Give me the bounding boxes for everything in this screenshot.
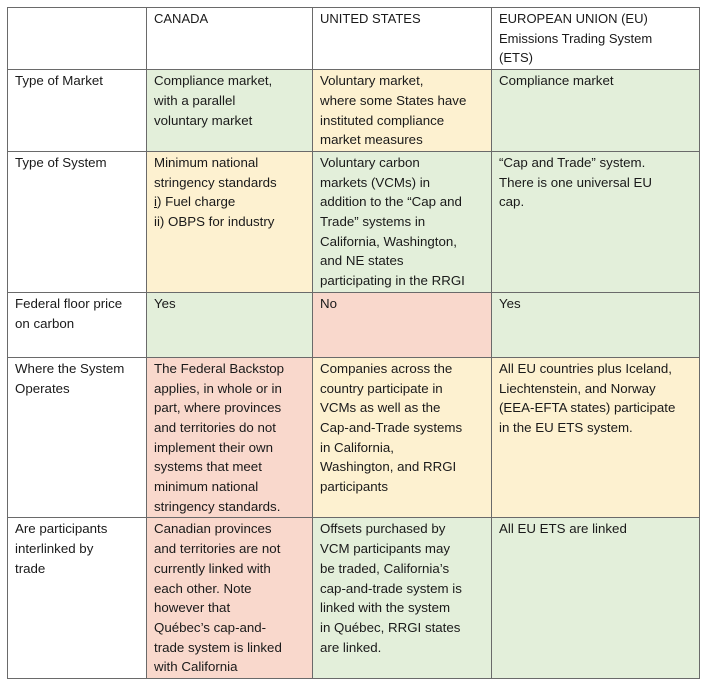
comparison-table bbox=[7, 7, 700, 679]
list-marker-i: i bbox=[154, 194, 157, 210]
row-label: Federal floor price on carbon bbox=[8, 292, 147, 357]
header-row bbox=[8, 8, 700, 70]
cell-united-states: Voluntary carbon markets (VCMs) in addition to the “Cap and Trade” systems in California, Washington, and NE states participating in the RRGI bbox=[313, 151, 492, 292]
header-european-union: EUROPEAN UNION (EU) Emissions Trading System (ETS) bbox=[492, 8, 700, 70]
table-row-interlinked-by-trade bbox=[8, 518, 700, 679]
canada-system-item-2: ii) OBPS for industry bbox=[154, 214, 275, 230]
cell-european-union: “Cap and Trade” system. There is one universal EU cap. bbox=[492, 151, 700, 292]
cell-united-states: No bbox=[313, 292, 492, 357]
cell-european-union: All EU countries plus Iceland, Liechtenstein, and Norway (EEA-EFTA states) participate in the EU ETS system. bbox=[492, 357, 700, 518]
canada-system-item-1: ) Fuel charge bbox=[156, 194, 236, 210]
row-label: Type of System bbox=[8, 151, 147, 292]
cell-united-states: Companies across the country participate in VCMs as well as the Cap-and-Trade systems in California, Washington, and RRGI participants bbox=[313, 357, 492, 518]
table-row-type-of-system bbox=[8, 151, 700, 292]
cell-canada bbox=[147, 151, 313, 292]
table-row-federal-floor-price bbox=[8, 292, 700, 357]
cell-canada: The Federal Backstop applies, in whole or in part, where provinces and territories do not implement their own systems that meet minimum national stringency standards. bbox=[147, 357, 313, 518]
cell-european-union: All EU ETS are linked bbox=[492, 518, 700, 679]
cell-canada: Canadian provinces and territories are not currently linked with each other. Note however that Québec’s cap-and- trade system is linked with California bbox=[147, 518, 313, 679]
cell-european-union: Yes bbox=[492, 292, 700, 357]
cell-european-union: Compliance market bbox=[492, 70, 700, 152]
cell-canada: Yes bbox=[147, 292, 313, 357]
header-united-states: UNITED STATES bbox=[313, 8, 492, 70]
row-label: Type of Market bbox=[8, 70, 147, 152]
canada-system-intro: Minimum national stringency standards bbox=[154, 154, 277, 190]
row-label: Are participants interlinked by trade bbox=[8, 518, 147, 679]
header-canada: CANADA bbox=[147, 8, 313, 70]
cell-canada: Compliance market, with a parallel voluntary market bbox=[147, 70, 313, 152]
table-row-where-system-operates bbox=[8, 357, 700, 518]
row-label: Where the System Operates bbox=[8, 357, 147, 518]
cell-united-states: Offsets purchased by VCM participants may be traded, California’s cap-and-trade system is linked with the system in Québec, RRGI states are linked. bbox=[313, 518, 492, 679]
table-row-type-of-market bbox=[8, 70, 700, 152]
cell-united-states: Voluntary market, where some States have instituted compliance market measures bbox=[313, 70, 492, 152]
header-corner-cell bbox=[8, 8, 147, 70]
